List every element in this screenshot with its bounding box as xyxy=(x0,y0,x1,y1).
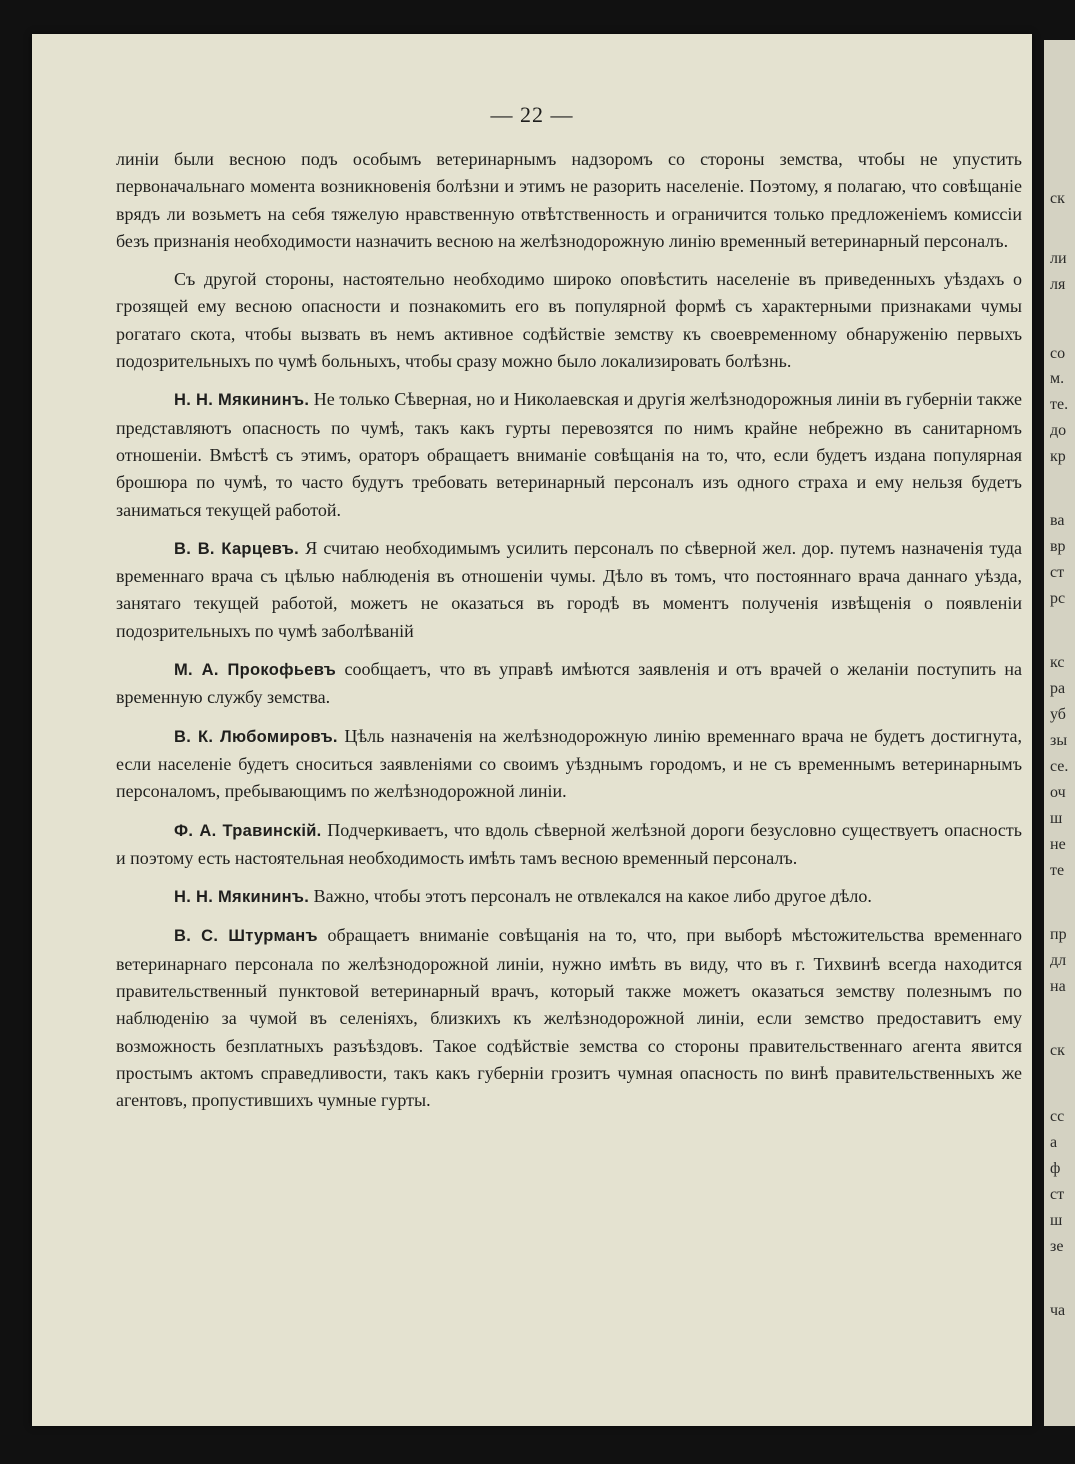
adjacent-page-fragment: пр xyxy=(1050,926,1067,943)
paragraph-text: Не только Сѣверная, но и Николаевская и другія желѣзнодорожныя линіи въ губерніи также представляютъ опасность по чумѣ, такъ какъ гурты перевозятся по нимъ крайне небрежно въ санитарномъ отношеніи. Вмѣстѣ съ этимъ, ораторъ обращаетъ вниманіе совѣщанія на то, что, если будетъ издана популярная брошюра по чумѣ, то часто будутъ требовать ветеринарный персоналъ изъ одного страха и ему нельзя будетъ заниматься текущей работой. xyxy=(116,389,1022,520)
adjacent-page-fragment: те. xyxy=(1050,396,1069,413)
adjacent-page-fragment: не xyxy=(1050,836,1066,853)
speaker-name: Ф. А. Травинскій. xyxy=(174,821,322,840)
paragraph-text: Цѣль назначенія на желѣзнодорожную линію временнаго врача не будетъ достигнута, если населеніе будетъ сноситься заявленіями со своимъ уѣзднымъ городомъ, и не съ временнымъ ветеринарнымъ персоналомъ, пребывающимъ по желѣзнодорожной линіи. xyxy=(116,725,1023,802)
paragraph-text: Важно, чтобы этотъ персоналъ не отвлекался на какое либо другое дѣло. xyxy=(313,886,872,907)
paragraph xyxy=(116,266,1022,375)
paragraph xyxy=(116,817,1022,873)
adjacent-page-fragment: оч xyxy=(1050,784,1066,801)
adjacent-page-fragment: ва xyxy=(1050,512,1065,529)
paragraph-text: Я считаю необходимымъ усилить персоналъ по сѣверной жел. дор. путемъ назначенія туда временнаго врача съ цѣлью наблюденія въ отношеніи чумы. Дѣло въ томъ, что постояннаго врача даннаго уѣзда, занятаго текущей работой, можетъ не оказаться въ городѣ въ моментъ полученія извѣщенія о появленіи подозрительныхъ по чумѣ заболѣваній xyxy=(116,537,1023,641)
speaker-name: В. К. Любомировъ. xyxy=(174,727,338,746)
adjacent-page-fragment: ф xyxy=(1050,1160,1061,1177)
adjacent-page-fragment: те xyxy=(1050,862,1065,879)
page-body xyxy=(116,146,1022,1126)
book-page xyxy=(32,34,1032,1426)
speaker-name: Н. Н. Мякининъ. xyxy=(174,391,310,410)
adjacent-page-fragment: зы xyxy=(1050,732,1068,749)
speaker-name: В. С. Штурманъ xyxy=(174,927,318,946)
adjacent-page-fragment: ск xyxy=(1050,190,1065,207)
speaker-name: Н. Н. Мякининъ. xyxy=(174,888,310,907)
adjacent-page-fragment: ля xyxy=(1050,276,1066,293)
paragraph xyxy=(116,386,1022,523)
adjacent-page-fragment: ш xyxy=(1050,1212,1063,1229)
adjacent-page-fragment: рс xyxy=(1050,590,1066,607)
adjacent-page-fragment: кр xyxy=(1050,448,1066,465)
adjacent-page-fragment: ст xyxy=(1050,1186,1065,1203)
paragraph xyxy=(116,883,1022,911)
adjacent-page-fragment: ск xyxy=(1050,1042,1065,1059)
adjacent-page-fragment: а xyxy=(1050,1134,1058,1151)
adjacent-page-edge xyxy=(1044,40,1075,1426)
adjacent-page-fragment: со xyxy=(1050,345,1066,362)
paragraph xyxy=(116,656,1022,712)
paragraph-text: Съ другой стороны, настоятельно необходимо широко оповѣстить населеніе въ приведенныхъ уѣздахъ о грозящей ему весною опасности и познакомить его въ популярной формѣ съ характерными признаками чумы рогатаго скота, чтобы вызвать въ немъ активное содѣйствіе земству къ своевременному обнаруженію первыхъ подозрительныхъ по чумѣ больныхъ, чтобы сразу можно было локализировать болѣзнь. xyxy=(116,269,1022,372)
adjacent-page-fragment: сс xyxy=(1050,1108,1065,1125)
adjacent-page-fragment: ш xyxy=(1050,810,1063,827)
paragraph-text: обращаетъ вниманіе совѣщанія на то, что, при выборѣ мѣстожительства временнаго ветеринарнаго персонала по желѣзнодорожной линіи, нужно имѣть въ виду, что въ г. Тихвинѣ всегда находится правительственный пунктовой ветеринарный врачъ, который также можетъ оказаться земству полезнымъ по наблюденію за чумой въ селеніяхъ, близкихъ къ желѣзнодорожной линіи, если земство предоставитъ ему возможность безплатныхъ разъѣздовъ. Такое содѣйствіе земства со стороны правительственнаго агента явится простымъ актомъ справедливости, такъ какъ губерніи грозитъ чумная опасность по винѣ правительственныхъ же агентовъ, пропустившихъ чумные гурты. xyxy=(116,925,1023,1111)
adjacent-page-fragment: зе xyxy=(1050,1238,1064,1255)
adjacent-page-fragment: ли xyxy=(1050,250,1067,267)
paragraph xyxy=(116,535,1022,645)
adjacent-page-fragment: ст xyxy=(1050,564,1065,581)
paragraph-text: сообщаетъ, что въ управѣ имѣются заявленія и отъ врачей о желаніи поступить на временную службу земства. xyxy=(116,659,1023,708)
adjacent-page-fragment: ча xyxy=(1050,1302,1066,1319)
page-number: — 22 — xyxy=(490,102,574,127)
adjacent-page-fragment: до xyxy=(1050,422,1067,439)
speaker-name: В. В. Карцевъ. xyxy=(174,539,299,558)
adjacent-page-fragment: уб xyxy=(1050,706,1066,723)
paragraph-text: линіи были весною подъ особымъ ветеринарнымъ надзоромъ со стороны земства, чтобы не упустить первоначальнаго момента возникновенія болѣзни и этимъ не разорить населеніе. Поэтому, я полагаю, что совѣщаніе врядъ ли возьметъ на себя тяжелую нравственную отвѣтственность и ограничится только предложеніемъ комиссіи безъ признанія необходимости назначить весною на желѣзнодорожную линію временный ветеринарный персоналъ. xyxy=(116,149,1022,251)
adjacent-page-fragment: кс xyxy=(1050,654,1065,671)
paragraph xyxy=(116,723,1022,806)
speaker-name: М. А. Прокофьевъ xyxy=(174,661,337,680)
paragraph-text: Подчеркиваетъ, что вдоль сѣверной желѣзной дороги безусловно существуетъ опасность и поэтому есть настоятельная необходимость имѣть тамъ весною временный персоналъ. xyxy=(116,819,1023,868)
paragraph xyxy=(116,146,1022,255)
adjacent-page-fragment: вр xyxy=(1050,538,1066,555)
adjacent-page-fragment: на xyxy=(1050,978,1066,995)
adjacent-page-fragment: ра xyxy=(1050,680,1066,697)
adjacent-page-fragment: м. xyxy=(1050,370,1065,387)
adjacent-page-fragment: се. xyxy=(1050,758,1069,775)
paragraph xyxy=(116,922,1022,1114)
adjacent-page-fragment: дл xyxy=(1050,952,1067,969)
